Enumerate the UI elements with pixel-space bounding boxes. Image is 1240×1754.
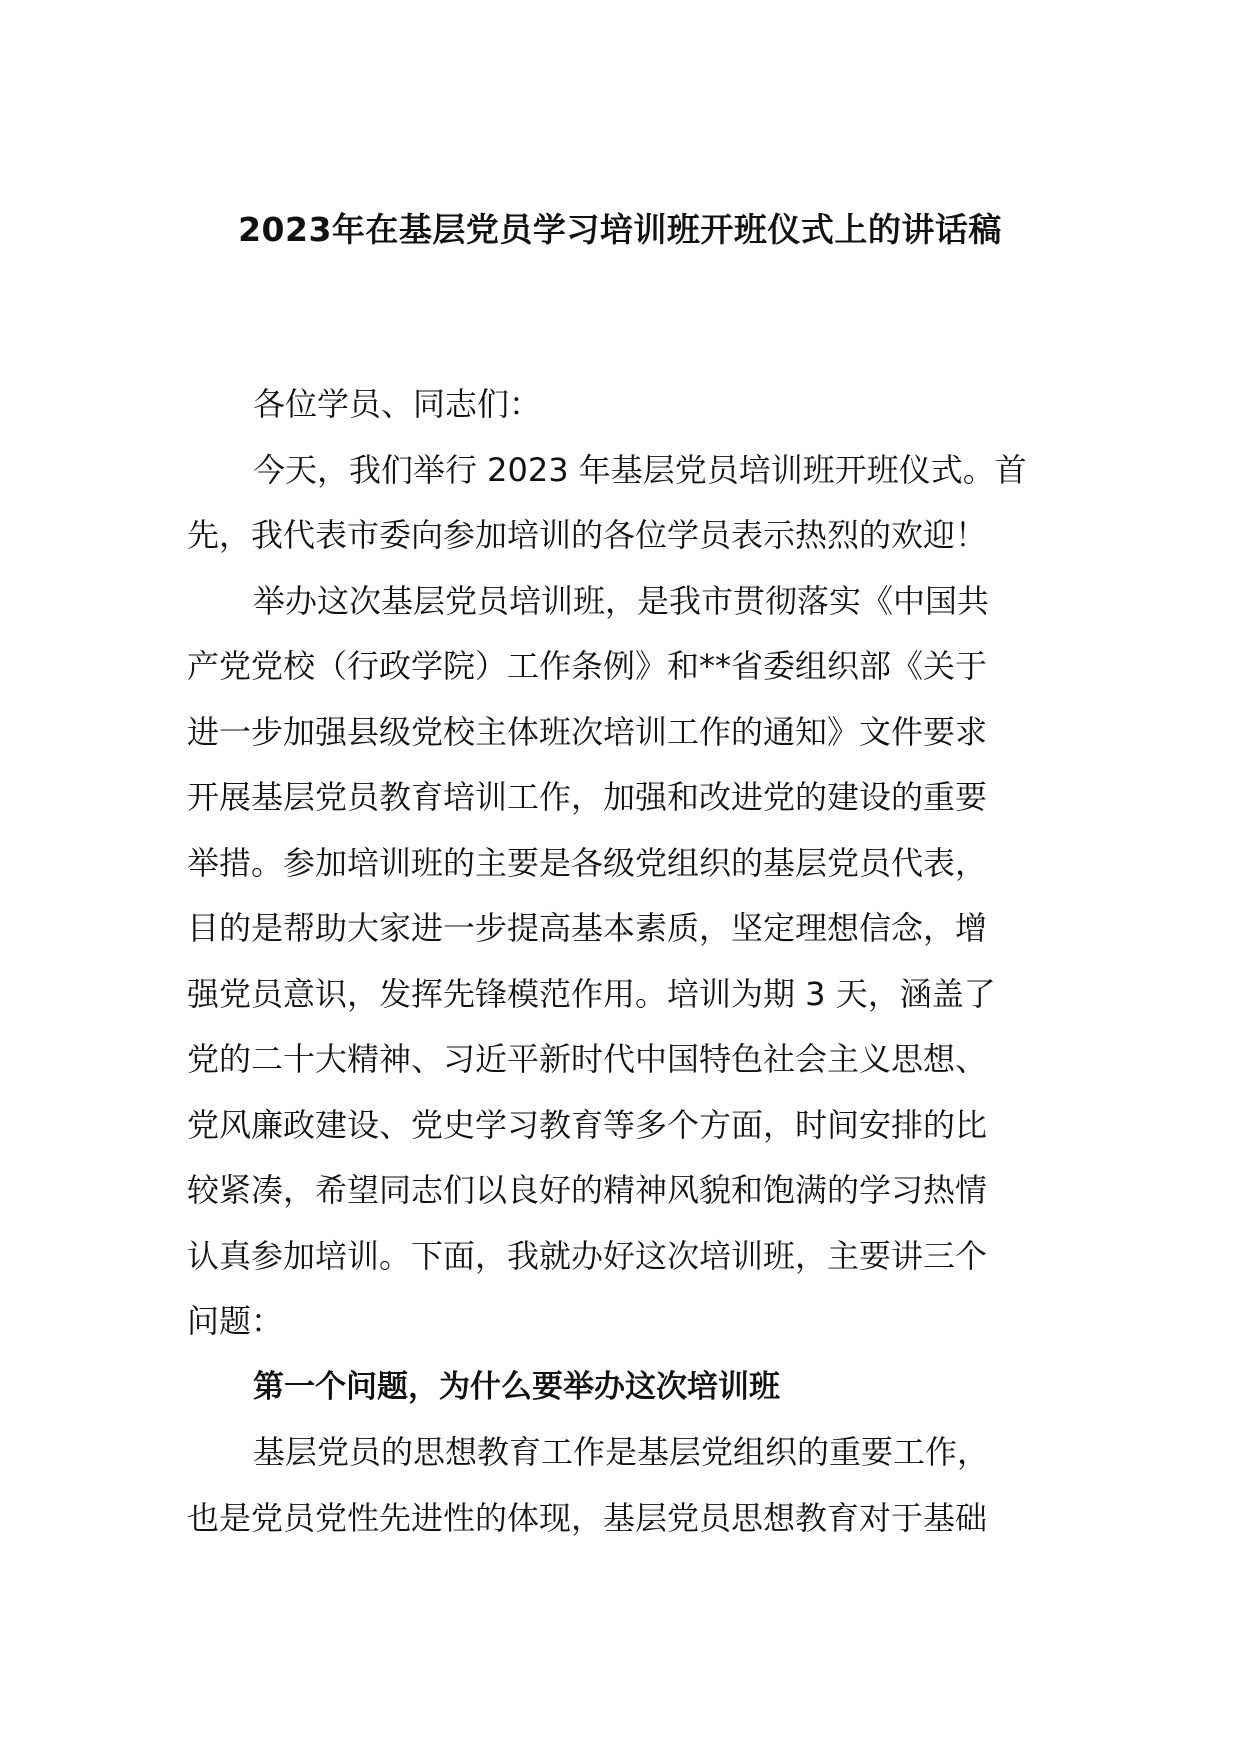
- document-title: 2023年在基层党员学习培训班开班仪式上的讲话稿: [238, 210, 1002, 249]
- text-line: 问题：: [187, 1302, 284, 1340]
- text-line: 举措。参加培训班的主要是各级党组织的基层党员代表，: [187, 843, 988, 882]
- greeting-line: 各位学员、同志们：: [253, 385, 542, 423]
- text-line: 认真参加培训。下面，我就办好这次培训班，主要讲三个: [187, 1236, 988, 1275]
- text-line: 开展基层党员教育培训工作，加强和改进党的建设的重要: [187, 778, 988, 816]
- text-line: 较紧凑，希望同志们以良好的精神风貌和饱满的学习热情: [187, 1171, 988, 1209]
- text-line: 基层党员的思想教育工作是基层党组织的重要工作，: [253, 1433, 990, 1471]
- text-line: 也是党员党性先进性的体现，基层党员思想教育对于基础: [187, 1498, 988, 1537]
- text-line: 举办这次基层党员培训班，是我市贯彻落实《中国共: [253, 581, 990, 620]
- text-line: 目的是帮助大家进一步提高基本素质，坚定理想信念，增: [187, 909, 988, 947]
- text-line: 产党党校（行政学院）工作条例》和**省委组织部《关于: [187, 647, 988, 685]
- text-line: 党的二十大精神、习近平新时代中国特色社会主义思想、: [187, 1040, 988, 1078]
- text-line: 党风廉政建设、党史学习教育等多个方面，时间安排的比: [187, 1105, 988, 1144]
- text-line: 强党员意识，发挥先锋模范作用。培训为期 3 天，涵盖了: [187, 974, 996, 1013]
- text-line: 先，我代表市委向参加培训的各位学员表示热烈的欢迎！: [187, 516, 988, 554]
- document-body: [187, 372, 1057, 1551]
- text-line: 今天，我们举行 2023 年基层党员培训班开班仪式。首: [253, 450, 1027, 489]
- text-line: 进一步加强县级党校主体班次培训工作的通知》文件要求: [187, 712, 988, 751]
- section-heading: 第一个问题，为什么要举办这次培训班: [253, 1368, 780, 1405]
